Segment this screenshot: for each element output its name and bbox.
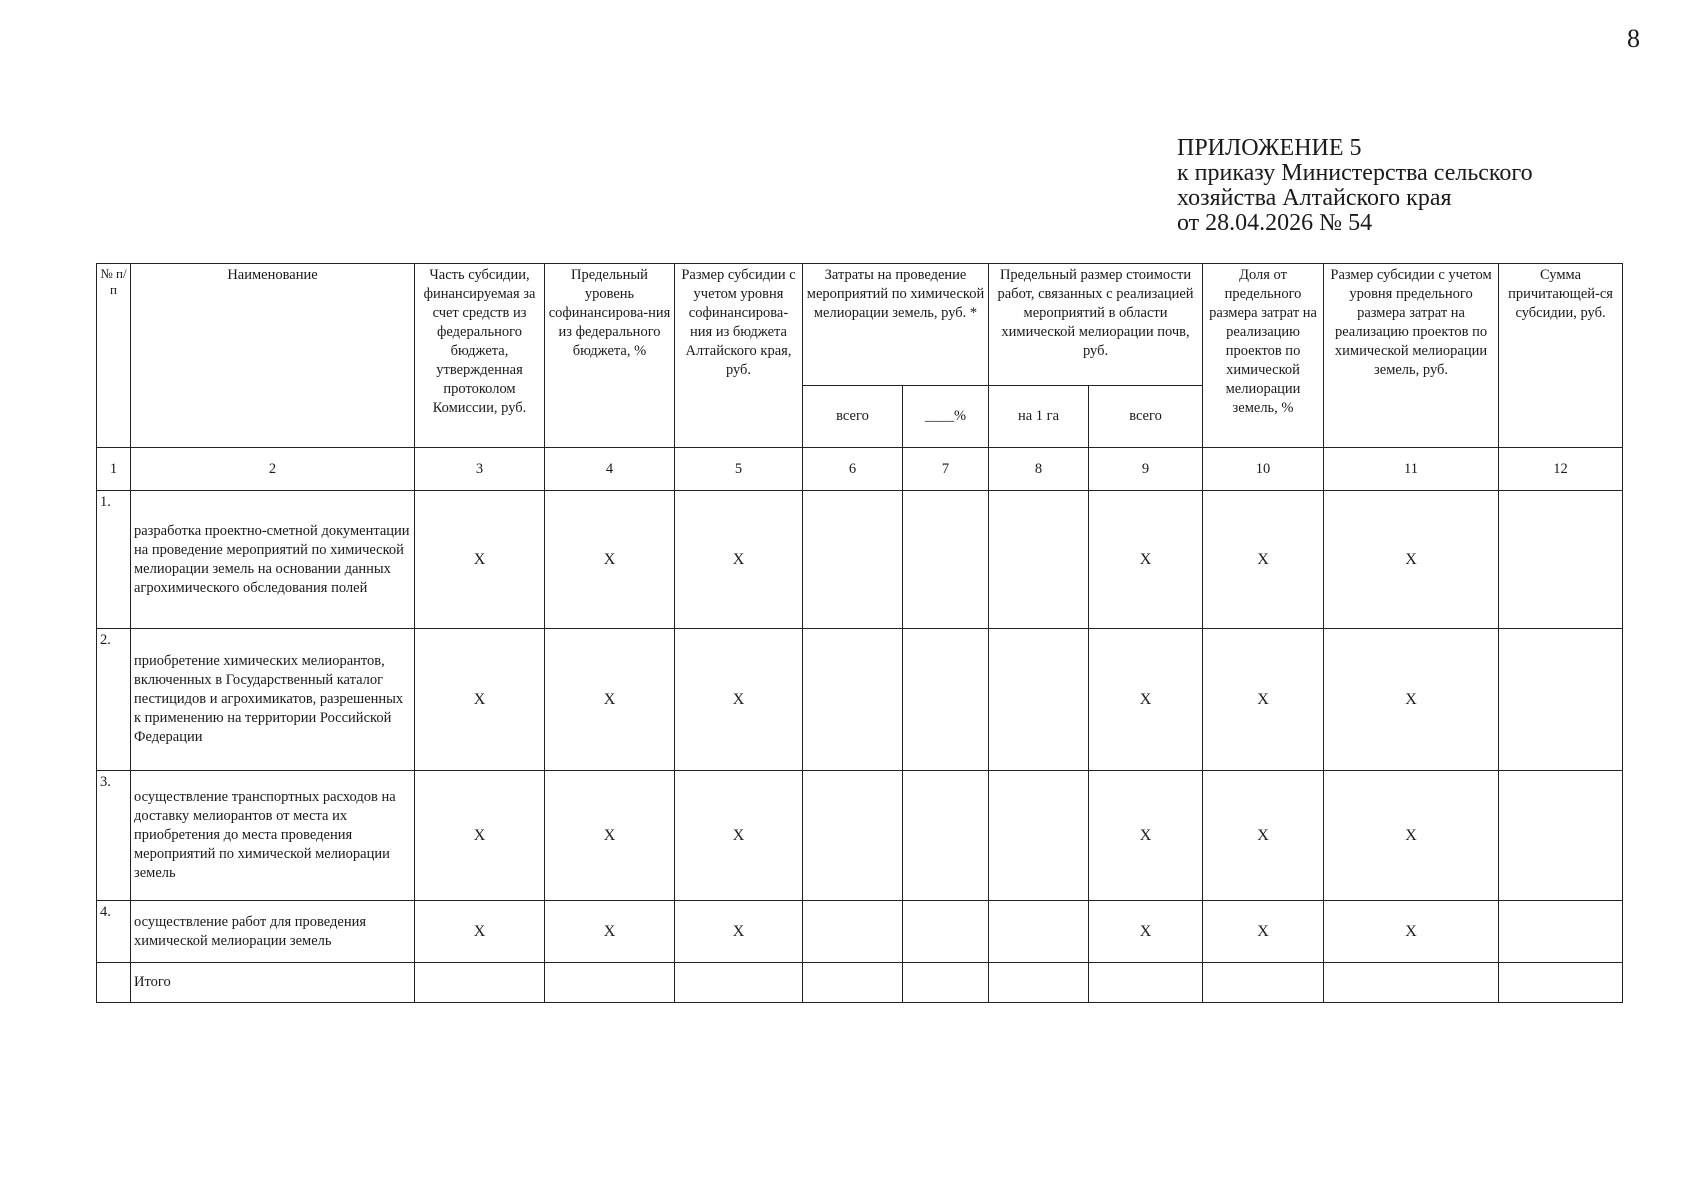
row-cell xyxy=(1499,491,1623,629)
row-cell: X xyxy=(1089,901,1203,963)
total-cell xyxy=(545,963,675,1003)
column-number-row xyxy=(97,448,1623,491)
row-cell xyxy=(903,629,989,771)
column-number: 1 xyxy=(97,448,131,491)
row-cell: X xyxy=(675,771,803,901)
column-number: 7 xyxy=(903,448,989,491)
row-cell: X xyxy=(415,629,545,771)
row-cell: X xyxy=(545,901,675,963)
appendix-header xyxy=(1177,136,1657,236)
total-cell xyxy=(903,963,989,1003)
table-row xyxy=(97,901,1623,963)
row-cell xyxy=(1499,901,1623,963)
page-number: 8 xyxy=(1627,24,1640,53)
header-share: Доля от предельного размера затрат на реализацию проектов по химической мелиорации земель, % xyxy=(1203,264,1324,448)
header-number: № п/ п xyxy=(97,264,131,448)
header-cofinancing-level: Предельный уровень софинансирова-ния из федерального бюджета, % xyxy=(545,264,675,448)
column-number: 8 xyxy=(989,448,1089,491)
header-name: Наименование xyxy=(131,264,415,448)
row-cell xyxy=(989,901,1089,963)
column-number: 6 xyxy=(803,448,903,491)
row-cell xyxy=(803,629,903,771)
row-cell: X xyxy=(415,771,545,901)
header-regional-subsidy: Размер субсидии с учетом уровня софинансирова-ния из бюджета Алтайского края, руб. xyxy=(675,264,803,448)
header-costs-percent: ____% xyxy=(903,386,989,448)
row-cell: X xyxy=(675,491,803,629)
total-cell xyxy=(1089,963,1203,1003)
column-number: 5 xyxy=(675,448,803,491)
appendix-title: ПРИЛОЖЕНИЕ 5 xyxy=(1177,135,1362,161)
row-number: 4. xyxy=(97,901,131,963)
row-cell: X xyxy=(1203,771,1324,901)
total-cell xyxy=(989,963,1089,1003)
row-cell xyxy=(903,901,989,963)
row-cell: X xyxy=(675,901,803,963)
column-number: 9 xyxy=(1089,448,1203,491)
row-cell: X xyxy=(1203,901,1324,963)
row-cell: X xyxy=(545,771,675,901)
header-subsidy-sum: Сумма причитающей-ся субсидии, руб. xyxy=(1499,264,1623,448)
table-row xyxy=(97,771,1623,901)
column-number: 12 xyxy=(1499,448,1623,491)
row-cell xyxy=(989,629,1089,771)
row-number: 2. xyxy=(97,629,131,771)
row-cell xyxy=(803,491,903,629)
header-federal-part: Часть субсидии, финансируемая за счет средств из федерального бюджета, утвержденная протоколом Комиссии, руб. xyxy=(415,264,545,448)
row-cell: X xyxy=(1203,491,1324,629)
header-costs-total: всего xyxy=(803,386,903,448)
total-label: Итого xyxy=(131,963,415,1003)
row-name: осуществление транспортных расходов на доставку мелиорантов от места их приобретения до места проведения мероприятий по химической мелиорации земель xyxy=(131,771,415,901)
table-row xyxy=(97,491,1623,629)
row-name: разработка проектно-сметной документации на проведение мероприятий по химической мелиорации земель на основании данных агрохимического обследования полей xyxy=(131,491,415,629)
appendix-date-line: от 28.04.2026 № 54 xyxy=(1177,210,1373,236)
total-cell xyxy=(675,963,803,1003)
row-number: 3. xyxy=(97,771,131,901)
row-cell xyxy=(1499,771,1623,901)
total-cell xyxy=(803,963,903,1003)
row-cell xyxy=(903,491,989,629)
column-number: 10 xyxy=(1203,448,1324,491)
column-number: 4 xyxy=(545,448,675,491)
row-cell: X xyxy=(1203,629,1324,771)
subsidy-table xyxy=(96,263,1623,1003)
row-cell: X xyxy=(1089,491,1203,629)
total-cell xyxy=(1324,963,1499,1003)
total-row xyxy=(97,963,1623,1003)
total-cell xyxy=(1499,963,1623,1003)
total-number-cell xyxy=(97,963,131,1003)
row-cell xyxy=(903,771,989,901)
column-number: 3 xyxy=(415,448,545,491)
row-cell: X xyxy=(1089,771,1203,901)
row-cell: X xyxy=(1324,491,1499,629)
total-cell xyxy=(1203,963,1324,1003)
row-cell: X xyxy=(1324,901,1499,963)
row-cell xyxy=(803,771,903,901)
row-cell: X xyxy=(675,629,803,771)
total-cell xyxy=(415,963,545,1003)
row-cell xyxy=(989,491,1089,629)
row-cell xyxy=(1499,629,1623,771)
row-cell: X xyxy=(1324,771,1499,901)
header-subsidy-limit: Размер субсидии с учетом уровня предельного размера затрат на реализацию проектов по химической мелиорации земель, руб. xyxy=(1324,264,1499,448)
column-number: 11 xyxy=(1324,448,1499,491)
row-cell: X xyxy=(1089,629,1203,771)
row-cell: X xyxy=(415,901,545,963)
row-name: приобретение химических мелиорантов, включенных в Государственный каталог пестицидов и агрохимикатов, разрешенных к применению на территории Российской Федерации xyxy=(131,629,415,771)
header-limit-group: Предельный размер стоимости работ, связанных с реализацией мероприятий в области химической мелиорации почв, руб. xyxy=(989,264,1203,386)
column-number: 2 xyxy=(131,448,415,491)
row-cell xyxy=(989,771,1089,901)
row-name: осуществление работ для проведения химической мелиорации земель xyxy=(131,901,415,963)
row-cell: X xyxy=(1324,629,1499,771)
appendix-order-line: к приказу Министерства сельского xyxy=(1177,160,1533,186)
row-cell: X xyxy=(415,491,545,629)
header-costs-group: Затраты на проведение мероприятий по химической мелиорации земель, руб. * xyxy=(803,264,989,386)
header-limit-per-ha: на 1 га xyxy=(989,386,1089,448)
row-cell xyxy=(803,901,903,963)
appendix-ministry-line: хозяйства Алтайского края xyxy=(1177,185,1452,211)
header-limit-total: всего xyxy=(1089,386,1203,448)
row-cell: X xyxy=(545,491,675,629)
table-row xyxy=(97,629,1623,771)
row-number: 1. xyxy=(97,491,131,629)
row-cell: X xyxy=(545,629,675,771)
